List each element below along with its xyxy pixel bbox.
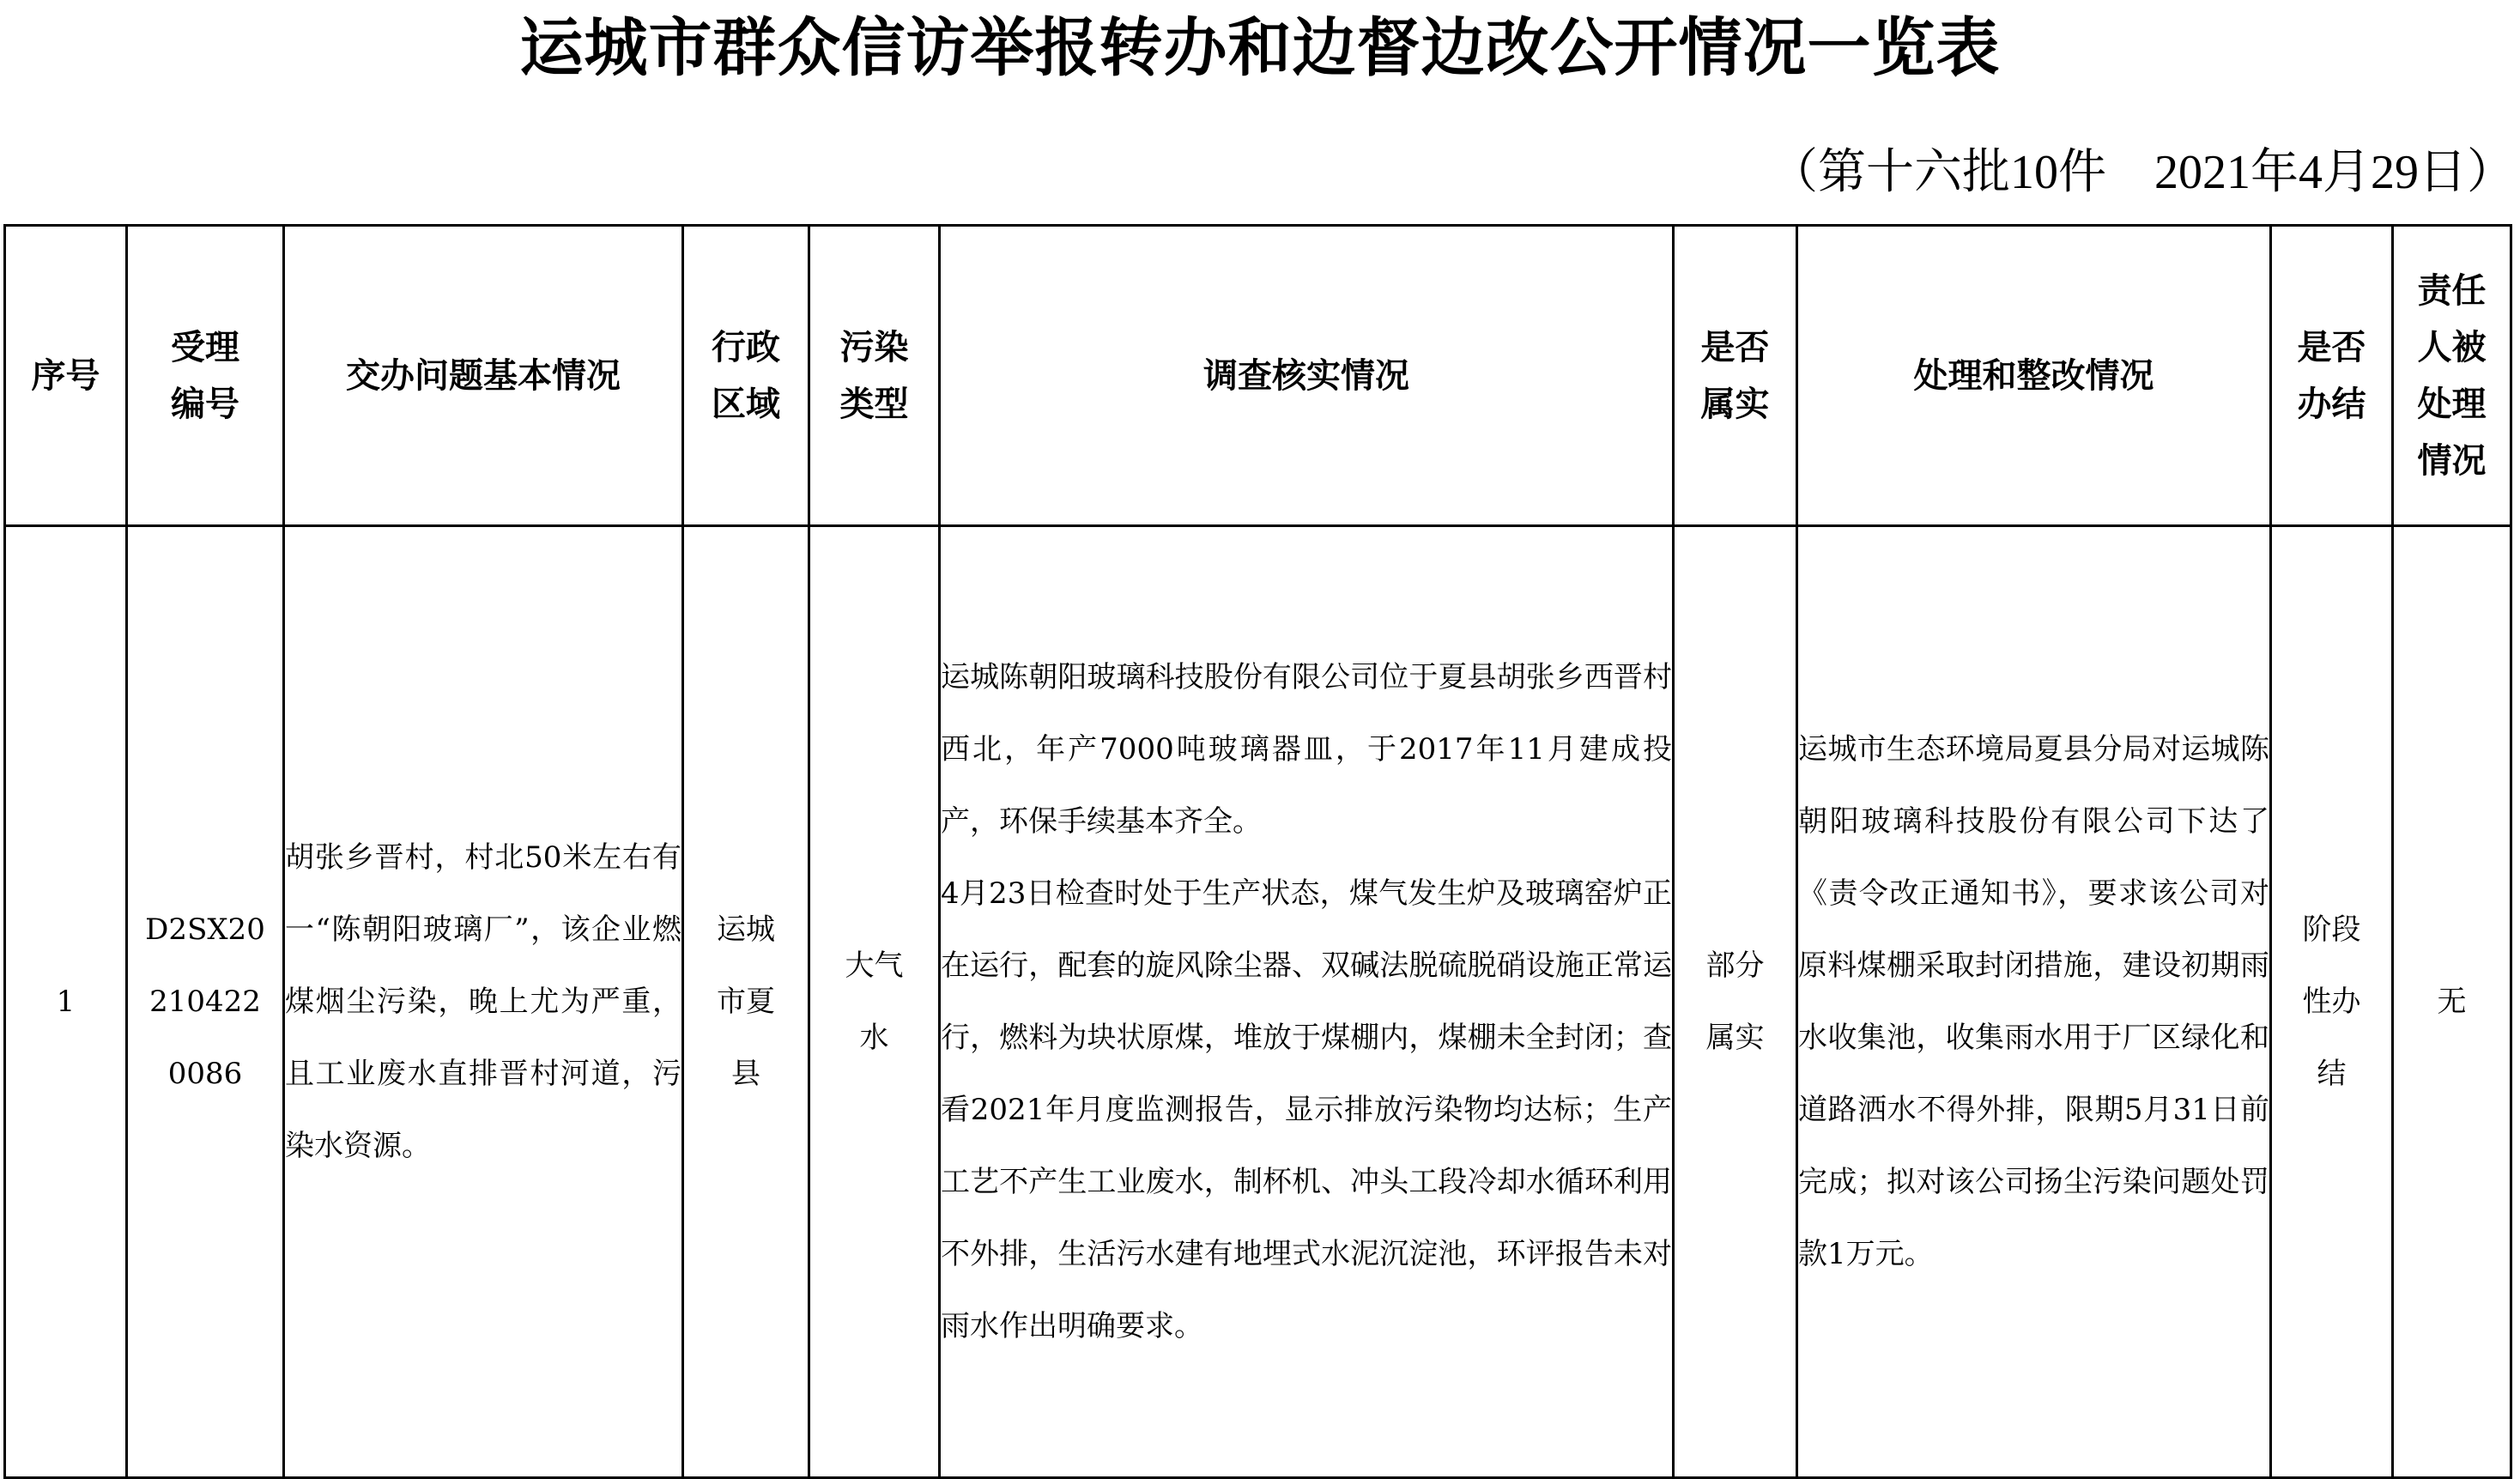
cell-seq: 1 bbox=[5, 526, 127, 1478]
header-verified: 是否属实 bbox=[1674, 226, 1797, 526]
cell-case-no: D2SX20210422008​6 bbox=[127, 526, 284, 1478]
cell-verified: 部分属实 bbox=[1674, 526, 1797, 1478]
header-case-no: 受理编号 bbox=[127, 226, 284, 526]
header-region: 行政区域 bbox=[683, 226, 809, 526]
page-title: 运城市群众信访举报转办和边督边改公开情况一览表 bbox=[519, 11, 2001, 85]
cell-issue: 胡张乡晋村，村北50米左右有一“陈朝阳玻璃厂”，该企业燃煤烟尘污染，晚上尤为严重，且工业废水直排晋村河道，污染水资源。 bbox=[284, 526, 683, 1478]
cell-accountability: 无 bbox=[2393, 526, 2511, 1478]
header-investigation: 调查核实情况 bbox=[940, 226, 1674, 526]
table-header-row bbox=[5, 226, 2511, 526]
investigation-paragraph-1: 运城陈朝阳玻璃科技股份有限公司位于夏县胡张乡西晋村西北，年产7000吨玻璃器皿，于2017年11月建成投产，环保手续基本齐全。 bbox=[941, 660, 1672, 839]
header-handling: 处理和整改情况 bbox=[1797, 226, 2271, 526]
header-closed: 是否办结 bbox=[2271, 226, 2393, 526]
cell-closed: 阶段性办结 bbox=[2271, 526, 2393, 1478]
cell-pollution-type: 大气水 bbox=[809, 526, 940, 1478]
header-issue: 交办问题基本情况 bbox=[284, 226, 683, 526]
cell-region: 运城市夏县 bbox=[683, 526, 809, 1478]
header-pollution-type: 污染类型 bbox=[809, 226, 940, 526]
investigation-paragraph-2: 4月23日检查时处于生产状态，煤气发生炉及玻璃窑炉正在运行，配套的旋风除尘器、双碱法脱硫脱硝设施正常运行，燃料为块状原煤，堆放于煤棚内，煤棚未全封闭；查看2021年月度监测报告，显示排放污染物均达标；生产工艺不产生工业废水，制杯机、冲头工段冷却水循环利用不外排，生活污水建有地埋式水泥沉淀池，环评报告未对雨水作出明确要求。 bbox=[941, 876, 1672, 1343]
cell-handling: 运城市生态环境局夏县分局对运城陈朝阳玻璃科技股份有限公司下达了《责令改正通知书》，要求该公司对原料煤棚采取封闭措施，建设初期雨水收集池，收集雨水用于厂区绿化和道路洒水不得外排，限期5月31日前完成；拟对该公司扬尘污染问题处罚款1万元。 bbox=[1797, 526, 2271, 1478]
petition-table bbox=[3, 224, 2512, 1479]
batch-subtitle: （第十六批10件 2021年4月29日） bbox=[1770, 146, 2515, 199]
header-seq: 序号 bbox=[5, 226, 127, 526]
header-accountability: 责任人被处理情况 bbox=[2393, 226, 2511, 526]
table-row bbox=[5, 526, 2511, 1478]
cell-investigation bbox=[940, 526, 1674, 1478]
